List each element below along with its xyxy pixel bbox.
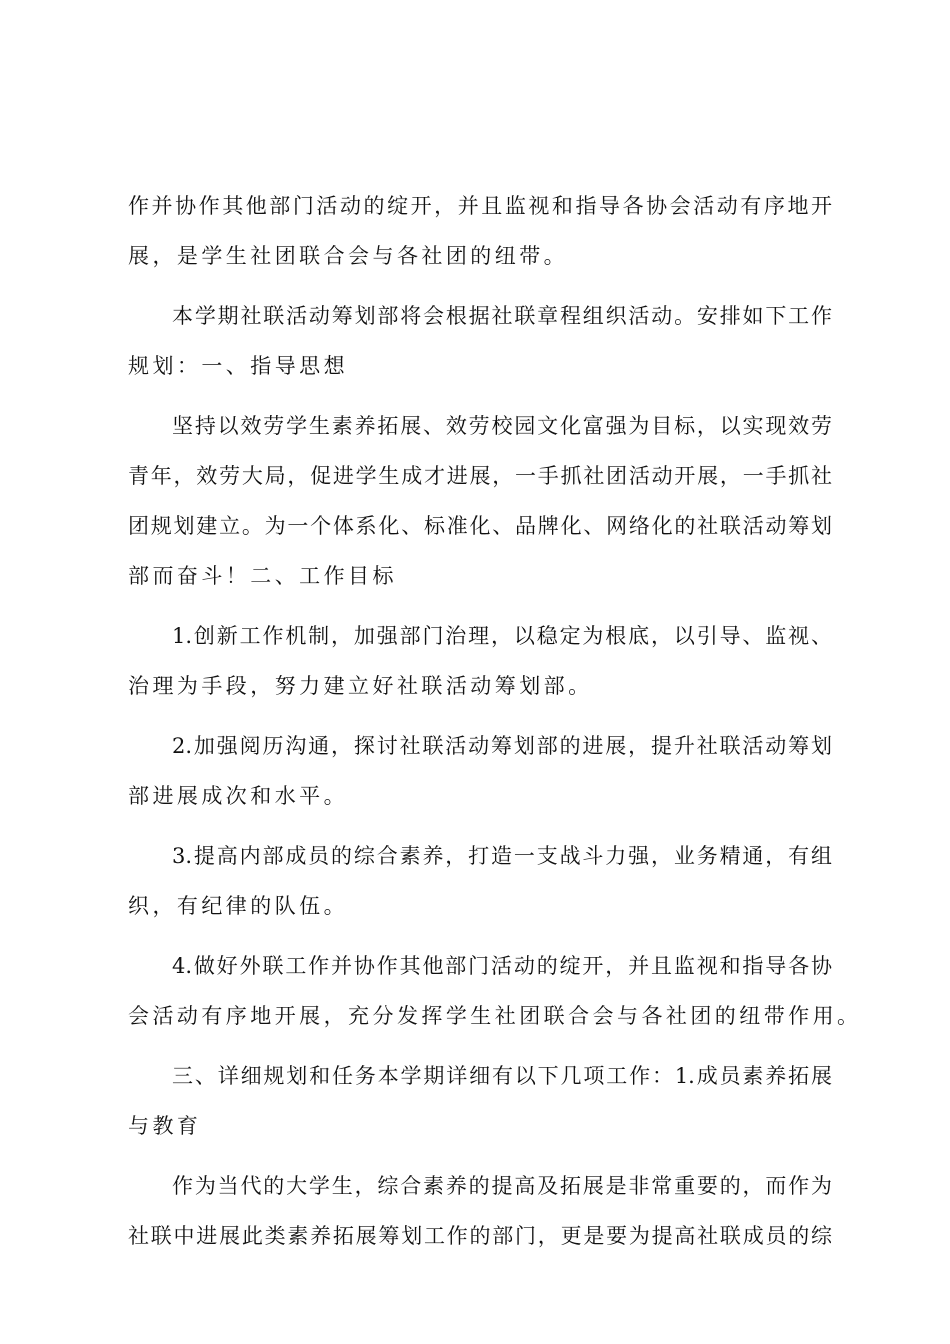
text-line: 与教育 [128, 1114, 202, 1138]
text-line: 社联中进展此类素养拓展筹划工作的部门，更是要为提高社联成员的综 [128, 1224, 832, 1248]
text-line: 部而奋斗！二、工作目标 [128, 564, 397, 588]
text-line: 3.提高内部成员的综合素养，打造一支战斗力强，业务精通，有组 [172, 844, 832, 868]
text-line: 1.创新工作机制，加强部门治理，以稳定为根底，以引导、监视、 [172, 624, 832, 648]
text-line: 三、详细规划和任务本学期详细有以下几项工作：1.成员素养拓展 [172, 1064, 832, 1088]
text-line: 会活动有序地开展，充分发挥学生社团联合会与各社团的纽带作用。 [128, 1004, 862, 1028]
text-line: 坚持以效劳学生素养拓展、效劳校园文化富强为目标，以实现效劳 [172, 414, 832, 438]
text-line: 展，是学生社团联合会与各社团的纽带。 [128, 244, 569, 268]
text-line: 团规划建立。为一个体系化、标准化、品牌化、网络化的社联活动筹划 [128, 514, 832, 538]
text-line: 本学期社联活动筹划部将会根据社联章程组织活动。安排如下工作 [172, 304, 832, 328]
text-line: 2.加强阅历沟通，探讨社联活动筹划部的进展，提升社联活动筹划 [172, 734, 832, 758]
text-line: 4.做好外联工作并协作其他部门活动的绽开，并且监视和指导各协 [172, 954, 832, 978]
text-line: 作为当代的大学生，综合素养的提高及拓展是非常重要的，而作为 [172, 1174, 832, 1198]
text-line: 部进展成次和水平。 [128, 784, 349, 808]
text-line: 织，有纪律的队伍。 [128, 894, 349, 918]
text-line: 规划：一、指导思想 [128, 354, 349, 378]
text-line: 治理为手段，努力建立好社联活动筹划部。 [128, 674, 593, 698]
text-line: 青年，效劳大局，促进学生成才进展，一手抓社团活动开展，一手抓社 [128, 464, 832, 488]
text-line: 作并协作其他部门活动的绽开，并且监视和指导各协会活动有序地开 [128, 194, 832, 218]
